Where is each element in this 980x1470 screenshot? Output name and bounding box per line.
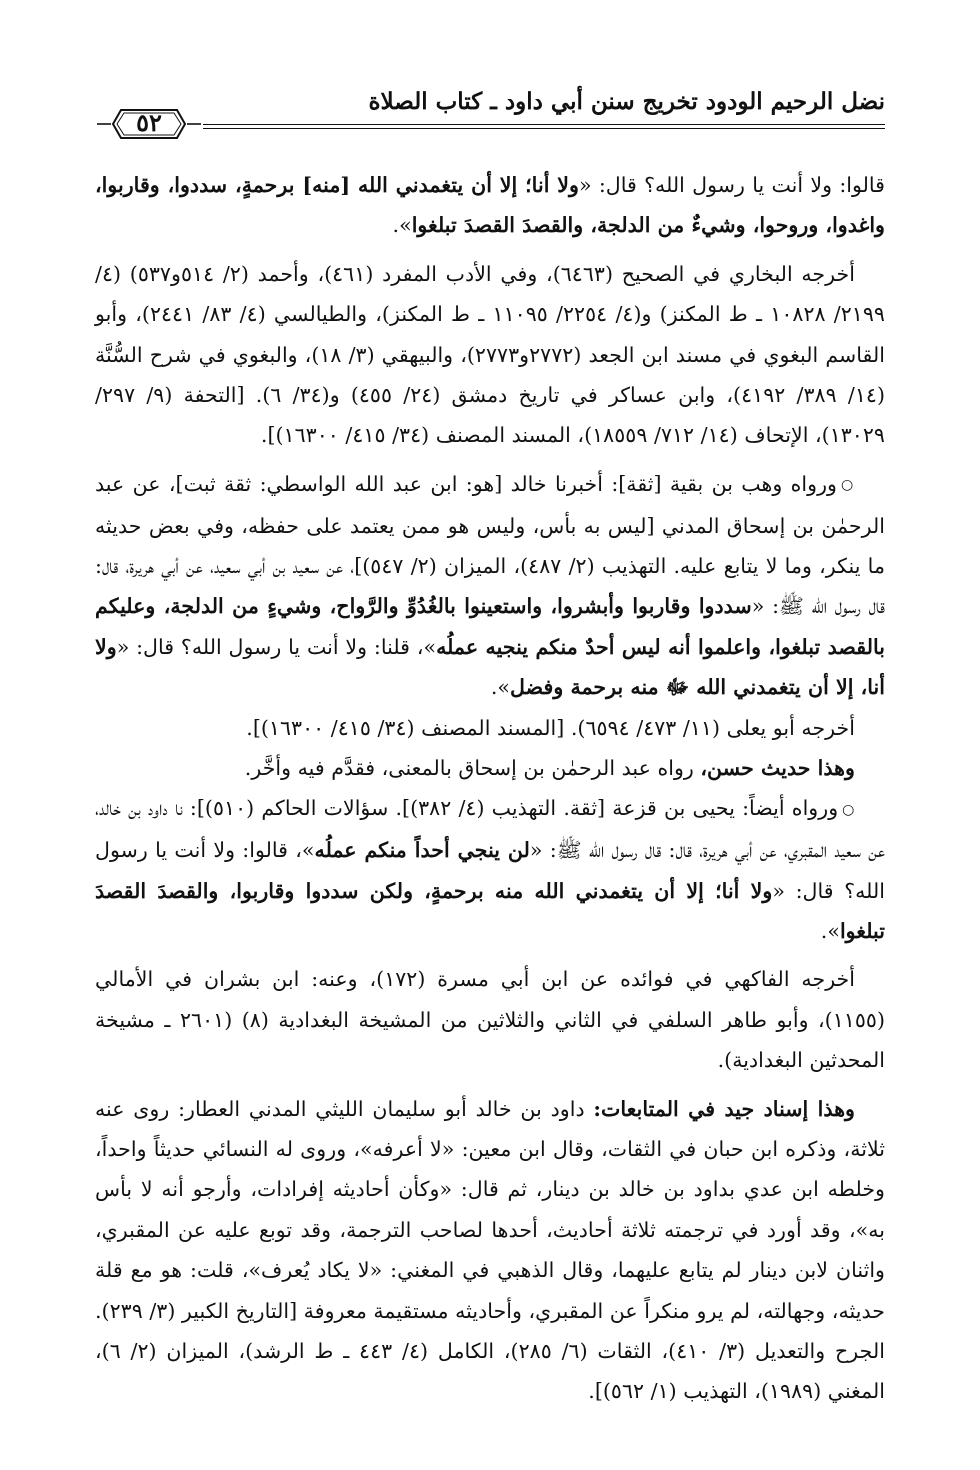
bullet-marker-icon: ○ bbox=[841, 477, 855, 494]
paragraph-takhrij-fakihi: أخرجه الفاكهي في فوائده عن ابن أبي مسرة (١٧٢)، وعنه: ابن بشران في الأمالي (١١٥٥)، وأبو طاهر السلفي في الثاني والثلاثين من المشيخة البغدادية (٨) (٢٦٠١ ـ مشيخة المحدثين البغدادية). bbox=[95, 967, 886, 1073]
paragraph-wahb-narration bbox=[95, 464, 885, 708]
header-rule bbox=[95, 124, 885, 125]
hadith-text-bold: سددوا وقاربوا وأبشروا، واستعينوا بالغُدُوِّ والرَّواح، وشيءٍ من الدلجة، وعليكم بالقصد تبلغوا، واعلموا أنه ليس أحدٌ منكم ينجيه عملُه bbox=[95, 594, 885, 659]
page-number-badge bbox=[95, 100, 203, 148]
page-body bbox=[95, 165, 885, 1412]
paragraph-takhrij-abu-yala: أخرجه أبو يعلى (١١/ ٤٧٣/ ٦٥٩٤). [المسند المصنف (٣٤/ ٤١٥/ ١٦٣٠٠)]. bbox=[246, 715, 855, 740]
hadith-text-bold: ولا أنا، إلا أن يتغمدني الله ﷻ منه برحمة وفضل bbox=[95, 634, 885, 700]
text-run: رواه عبد الرحمٰن بن إسحاق بالمعنى، فقدَّم فيه وأخَّر. bbox=[244, 755, 701, 780]
text-run: ». bbox=[392, 213, 412, 238]
text-run: »، قالوا: ولا أنت يا رسول الله؟ قال: « bbox=[95, 838, 885, 903]
paragraph-isnad-assessment bbox=[95, 1089, 885, 1412]
grading-bold: وهذا إسناد جيد في المتابعات: bbox=[593, 1096, 855, 1121]
header-rule-thin bbox=[95, 128, 885, 129]
paragraph-grading bbox=[95, 748, 885, 788]
page-header bbox=[95, 88, 885, 148]
text-run: داود بن خالد أبو سليمان الليثي المدني العطار: روى عنه ثلاثة، وذكره ابن حبان في الثقات، وقال ابن معين: «لا أعرفه»، وروى له النسائي حديثاً واحداً، وخلطه ابن عدي بداود بن خالد بن دينار، ثم قال: «وكأن أحاديثه إفرادات، وأرجو أنه لا بأس به»، وقد أورد في ترجمته ثلاثة أحاديث، أحدها لصاحب الترجمة، وقد توبع عليه عن المقبري، واثنان لابن دينار لم يتابع عليهما، وقال الذهبي في المغني: «لا يكاد يُعرف»، قلت: هو مع قلة حديثه، وجهالته، لم يرو منكراً عن المقبري، وأحاديثه مستقيمة معروفة [التاريخ الكبير (٣/ ٢٣٩). الجرح والتعديل (٣/ ٤١٠)، الثقات (٦/ ٢٨٥)، الكامل (٤/ ٤٤٣ ـ ط الرشد)، الميزان (٢/ ٦)، المغني (١٩٨٩)، التهذيب (١/ ٥٦٢)]. bbox=[95, 1096, 885, 1404]
text-run: »، قلنا: ولا أنت يا رسول الله؟ قال: « bbox=[116, 634, 437, 659]
text-run: ». bbox=[490, 675, 511, 700]
text-run: ورواه وهب بن بقية [ثقة]: أخبرنا خالد [هو: ابن عبد الله الواسطي: ثقة ثبت]، عن عبد الرحمٰن بن إسحاق المدني [ليس به بأس، وليس هو ممن يعتمد على حفظه، وفي بعض حديثه ما ينكر، وما لا يتابع عليه. التهذيب (٢/ ٤٨٧)، الميزان (٢/ ٥٤٧)]، عن سعيد بن أبي سعيد، عن أبي هريرة، قال: قال رسول الله ﷺ: « bbox=[95, 471, 885, 619]
running-title: نضل الرحيم الودود تخريج سنن أبي داود ـ كتاب الصلاة bbox=[368, 88, 885, 115]
text-run: ورواه أيضاً: يحيى بن قزعة [ثقة. التهذيب (٤/ ٣٨٢)]. سؤالات الحاكم (٥١٠)]: نا داود بن خالد، عن سعيد المقبري، عن أبي هريرة، قال: قال رسول الله ﷺ: « bbox=[95, 796, 885, 863]
paragraph-takhrij-bukhari: أخرجه البخاري في الصحيح (٦٤٦٣)، وفي الأدب المفرد (٤٦١)، وأحمد (٢/ ٥١٤و٥٣٧) (٤/ ٢١٩٩/ ١٠٨٢٨ ـ ط المكنز) و(٤/ ٢٢٥٤/ ١١٠٩٥ ـ ط المكنز)، والطيالسي (٤/ ٨٣/ ٢٤٤١)، وأبو القاسم البغوي في مسند ابن الجعد (٢٧٧٢و٢٧٧٣)، والبيهقي (٣/ ١٨)، والبغوي في شرح السُّنَّة (١٤/ ٣٨٩/ ٤١٩٢)، وابن عساكر في تاريخ دمشق (٢٤/ ٤٥٥) و(٣٤/ ٦). [التحفة (٩/ ٢٩٧/ ١٣٠٢٩)، الإتحاف (١٤/ ٧١٢/ ١٨٥٥٩)، المسند المصنف (٣٤/ ٤١٥/ ١٦٣٠٠)]. bbox=[95, 261, 885, 448]
text-run: ». bbox=[820, 918, 840, 943]
bullet-marker-icon: ○ bbox=[842, 801, 855, 818]
grading-bold: وهذا حديث حسن، bbox=[700, 755, 855, 780]
paragraph-yahya-narration bbox=[95, 788, 885, 951]
hadith-text-bold: ولا أنا؛ إلا أن يتغمدني الله [منه] برحمةٍ، سددوا، وقاربوا، واغدوا، وروحوا، وشيءٌ من الدلجة، والقصدَ القصدَ تبلغوا bbox=[95, 173, 885, 238]
hadith-text-bold: ولا أنا؛ إلا أن يتغمدني الله منه برحمةٍ، ولكن سددوا وقاربوا، والقصدَ القصدَ تبلغوا bbox=[95, 878, 885, 943]
page-number: ٥٢ bbox=[136, 108, 162, 137]
hadith-text-bold: لن ينجي أحداً منكم عملُه bbox=[314, 838, 530, 863]
text-run: قالوا: ولا أنت يا رسول الله؟ قال: « bbox=[578, 173, 886, 197]
paragraph-hadith-ending bbox=[95, 165, 885, 246]
